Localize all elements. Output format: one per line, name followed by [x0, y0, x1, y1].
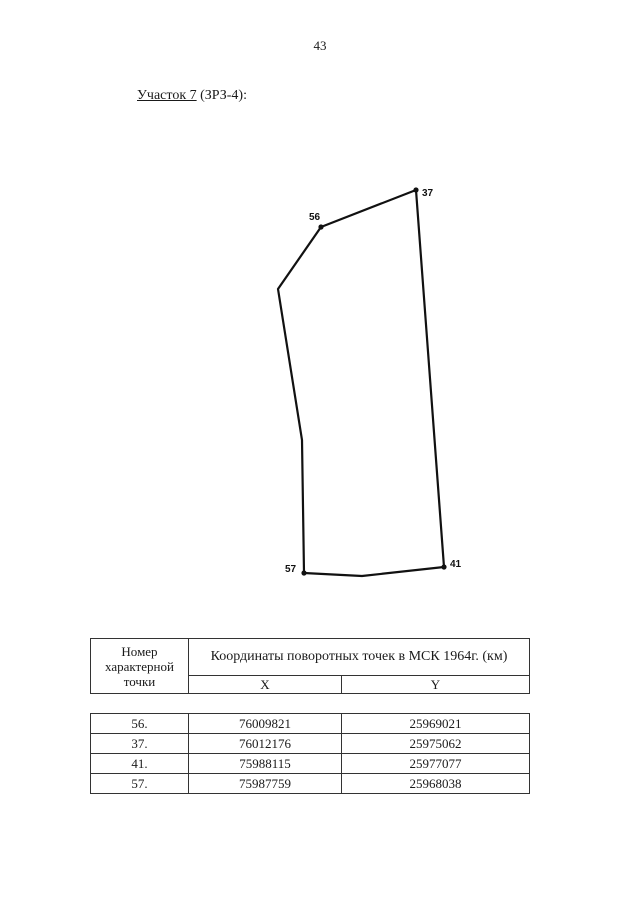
- y-column-header: Y: [342, 676, 530, 694]
- y-coordinate-cell: 25968038: [342, 774, 530, 794]
- x-coordinate-cell: 75988115: [189, 754, 342, 774]
- point-number-cell: 56.: [91, 714, 189, 734]
- y-coordinate-cell: 25969021: [342, 714, 530, 734]
- point-marker-57: [301, 570, 306, 575]
- table-row: [91, 754, 530, 774]
- section-title-name: Участок 7: [137, 88, 197, 103]
- x-coordinate-cell: 76009821: [189, 714, 342, 734]
- section-title-zone: (ЗРЗ-4):: [196, 88, 247, 103]
- point-marker-37: [413, 187, 418, 192]
- point-number-cell: 41.: [91, 754, 189, 774]
- x-coordinate-cell: 75987759: [189, 774, 342, 794]
- point-number-header: Номер характерной точки: [91, 639, 189, 694]
- table-row: [91, 734, 530, 754]
- point-label-56: 56: [309, 212, 321, 223]
- coordinates-title-header: Координаты поворотных точек в МСК 1964г. (км): [189, 639, 530, 676]
- x-coordinate-cell: 76012176: [189, 734, 342, 754]
- point-marker-56: [318, 224, 323, 229]
- coordinates-header-table: [90, 638, 530, 694]
- point-number-cell: 57.: [91, 774, 189, 794]
- table-row: [91, 774, 530, 794]
- x-column-header: X: [189, 676, 342, 694]
- point-label-37: 37: [422, 188, 434, 199]
- point-marker-41: [441, 564, 446, 569]
- y-coordinate-cell: 25975062: [342, 734, 530, 754]
- coordinates-data-table: [90, 713, 530, 794]
- table-row: [91, 714, 530, 734]
- y-coordinate-cell: 25977077: [342, 754, 530, 774]
- page-number: 43: [313, 38, 327, 53]
- point-label-41: 41: [450, 559, 462, 570]
- point-number-cell: 37.: [91, 734, 189, 754]
- parcel-boundary: [278, 190, 444, 576]
- point-label-57: 57: [285, 564, 297, 575]
